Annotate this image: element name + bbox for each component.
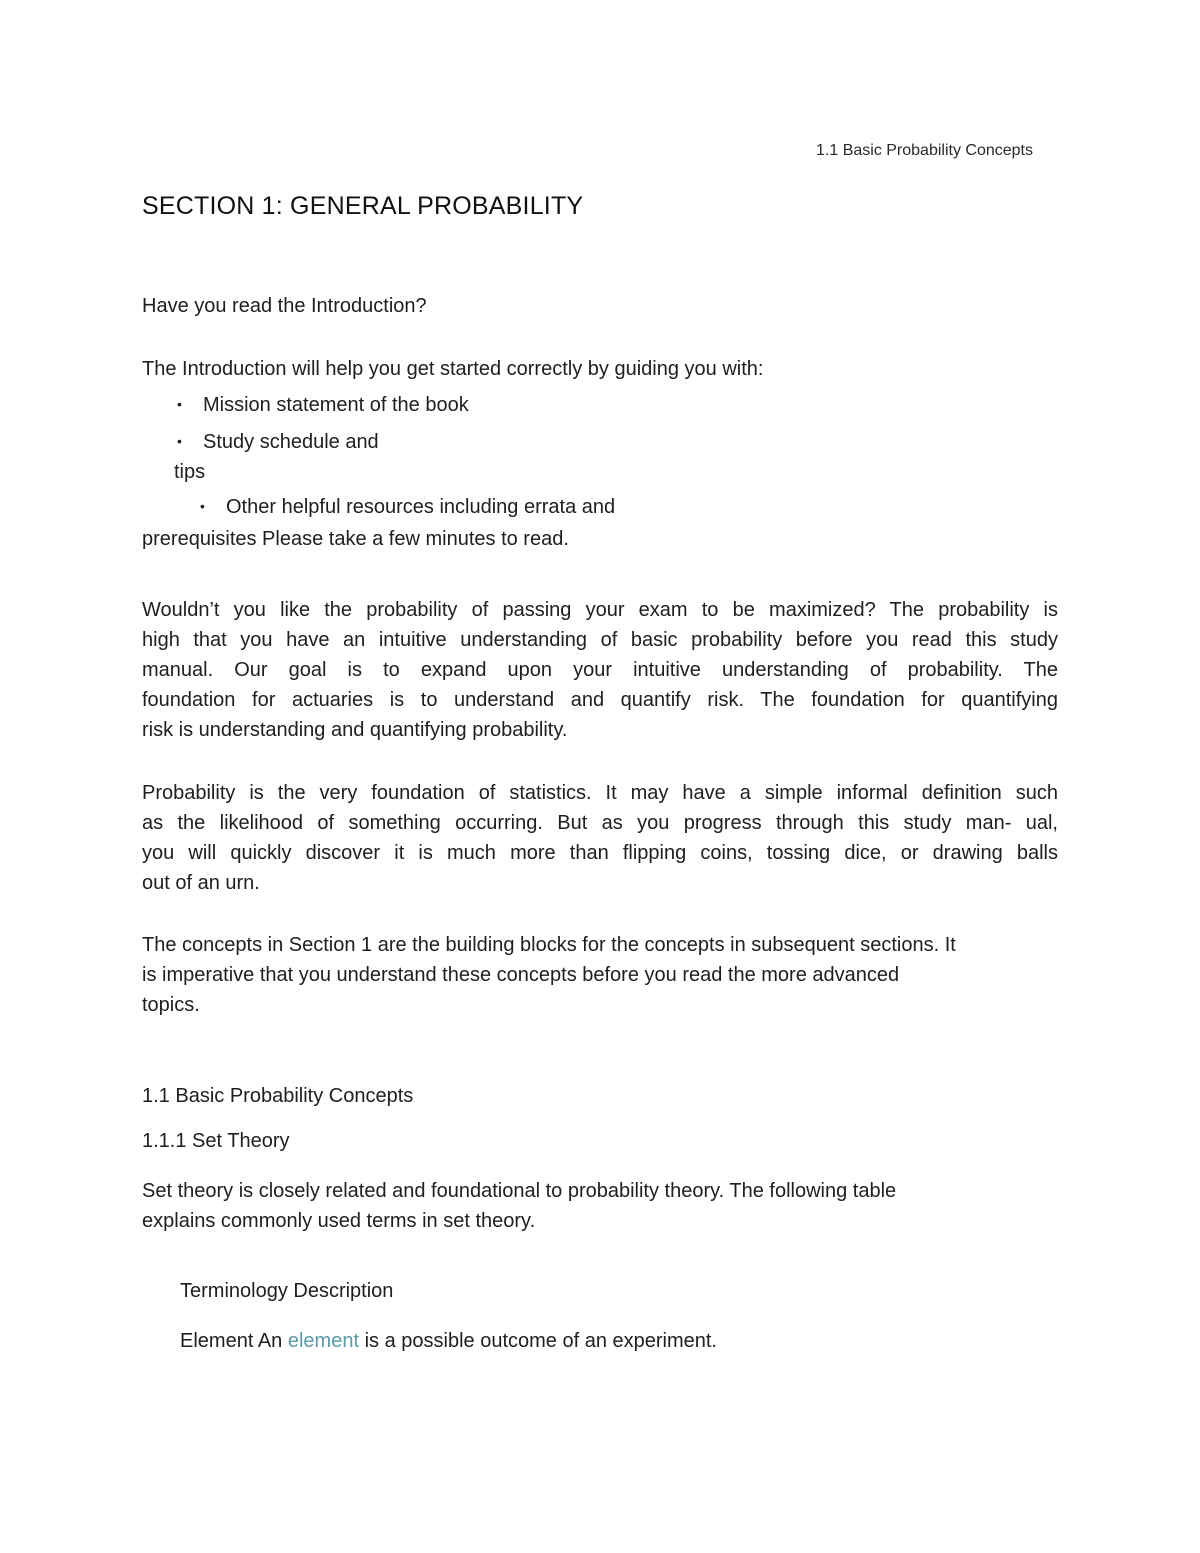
bullet-text: Mission statement of the book [203, 394, 469, 416]
paragraph-set-theory [142, 1176, 1058, 1236]
bullet-item-mission [177, 389, 469, 420]
table-term: Element [180, 1330, 254, 1352]
subsection-heading: 1.1 Basic Probability Concepts [142, 1085, 414, 1107]
bullet-wrap-text: tips [174, 461, 206, 483]
paragraph-motivation [142, 595, 1058, 745]
paragraph-building-blocks [142, 930, 1058, 1020]
bullet-glyph: • [177, 396, 182, 412]
paragraph-line: is imperative that you understand these concepts before you read the more advanced [142, 964, 900, 986]
paragraph-line: as the likelihood of something occurring. But as you progress through this study man- ual, [142, 812, 1058, 834]
paragraph-line: topics. [142, 994, 200, 1016]
bullet-item-resources [200, 491, 615, 522]
intro-lead: The Introduction will help you get started correctly by guiding you with: [142, 358, 764, 380]
table-desc-suffix: is a possible outcome of an experiment. [364, 1330, 717, 1352]
paragraph-line: you will quickly discover it is much more than flipping coins, tossing dice, or drawing balls [142, 842, 1058, 864]
paragraph-line: explains commonly used terms in set theory. [142, 1210, 536, 1232]
table-desc-prefix: An [257, 1330, 283, 1352]
paragraph-line: Probability is the very foundation of statistics. It may have a simple informal definition such [142, 782, 1058, 804]
intro-closing: prerequisites Please take a few minutes to read. [142, 528, 569, 550]
paragraph-line: Wouldn’t you like the probability of passing your exam to be maximized? The probability is [142, 599, 1058, 621]
paragraph-line: high that you have an intuitive understanding of basic probability before you read this study [142, 629, 1058, 651]
paragraph-line: foundation for actuaries is to understand and quantify risk. The foundation for quantifying [142, 689, 1058, 711]
element-link[interactable]: element [287, 1330, 360, 1352]
bullet-text: Study schedule and [203, 431, 379, 453]
running-header: 1.1 Basic Probability Concepts [816, 142, 1033, 159]
paragraph-line: Set theory is closely related and foundational to probability theory. The following table [142, 1180, 897, 1202]
intro-question: Have you read the Introduction? [142, 295, 427, 317]
paragraph-line: risk is understanding and quantifying probability. [142, 719, 568, 741]
table-header-row: Terminology Description [180, 1280, 394, 1302]
paragraph-foundation [142, 778, 1058, 898]
table-row-element [180, 1326, 717, 1356]
paragraph-line: The concepts in Section 1 are the building blocks for the concepts in subsequent sections. It [142, 934, 956, 956]
subsubsection-heading: 1.1.1 Set Theory [142, 1130, 290, 1152]
section-title: SECTION 1: GENERAL PROBABILITY [142, 192, 584, 220]
bullet-glyph: • [177, 433, 182, 449]
paragraph-line: manual. Our goal is to expand upon your intuitive understanding of probability. The [142, 659, 1058, 681]
bullet-text: Other helpful resources including errata and [226, 496, 616, 518]
bullet-item-schedule [177, 426, 379, 457]
bullet-glyph: • [200, 498, 205, 514]
paragraph-line: out of an urn. [142, 872, 260, 894]
